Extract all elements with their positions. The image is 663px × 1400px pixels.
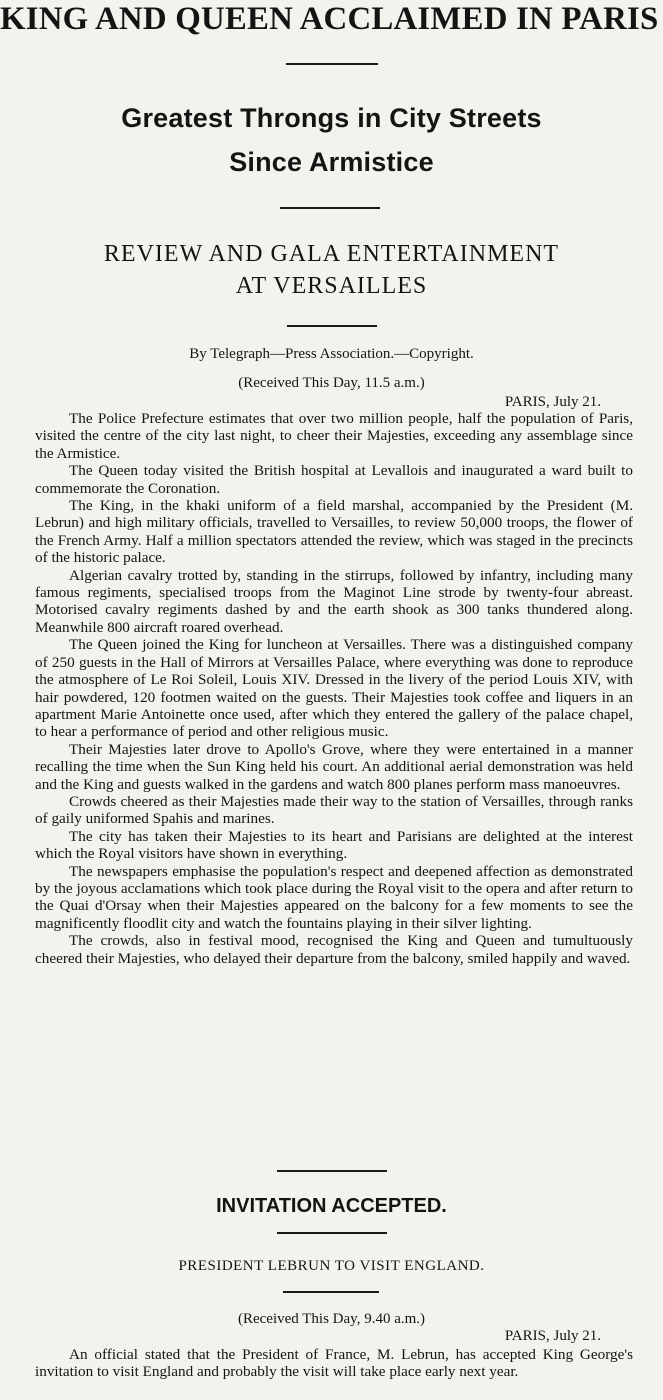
deck-line-1: REVIEW AND GALA ENTERTAINMENT [103, 241, 560, 267]
paragraph: The King, in the khaki uniform of a field marshal, accompanied by the President (M. Lebrun) and high military officials, travelled to Versailles, to review 50,000 troops, the flower of the French Army. Half a million spectators attended the review, which was staged in the precincts of the historic palace. [35, 497, 633, 567]
divider-rule [287, 325, 377, 327]
headline: KING AND QUEEN ACCLAIMED IN PARIS [0, 1, 659, 37]
dateline: PARIS, July 21. [504, 1328, 601, 1344]
divider-rule [283, 1291, 379, 1293]
divider-rule [280, 207, 380, 209]
byline: By Telegraph—Press Association.—Copyright. [189, 346, 474, 362]
subhead-line-2: Since Armistice [229, 147, 434, 177]
section-heading: INVITATION ACCEPTED. [216, 1195, 447, 1217]
paragraph: Crowds cheered as their Majesties made their way to the station of Versailles, through ranks of gaily uniformed Spahis and marines. [35, 792, 633, 828]
divider-rule [277, 1170, 387, 1172]
article-body [35, 410, 633, 967]
paragraph: The newspapers emphasise the population's respect and deepened affection as demonstrated by the joyous acclamations which took place during the Royal visit to the opera and after return to the Quai d'Orsay when their Majesties appeared on the balcony for a few moments to see the magnificently floodlit city and watch the fountains playing in their silver lighting. [35, 862, 633, 932]
paragraph: The Police Prefecture estimates that over two million people, half the population of Paris, visited the centre of the city last night, to cheer their Majesties, exceeding any assemblage since the Armistice. [35, 410, 633, 462]
paragraph: Their Majesties later drove to Apollo's Grove, where they were entertained in a manner recalling the time when the Sun King held his court. An additional aerial demonstration was held and the King and guests walked in the gardens and watch 800 planes perform mass manoeuvres. [35, 740, 633, 793]
paragraph: An official stated that the President of France, M. Lebrun, has accepted King George's invitation to visit England and probably the visit will take place early next year. [35, 1346, 633, 1381]
subhead-line-1: Greatest Throngs in City Streets [121, 103, 542, 133]
received-time: (Received This Day, 9.40 a.m.) [237, 1311, 426, 1327]
received-time: (Received This Day, 11.5 a.m.) [238, 375, 425, 391]
paragraph: The Queen joined the King for luncheon at Versailles. There was a distinguished company of 250 guests in the Hall of Mirrors at Versailles Palace, where everything was done to reproduce the atmosphere of Le Roi Soleil, Louis XIV. Dressed in the livery of the period Louis XIV, with hair powdered, 120 footmen waited on the guests. Their Majesties took coffee and liquers in an apartment Marie Antoinette once used, after which they entered the gallery of the palace chapel, to hear a performance of period and other religious music. [35, 636, 633, 741]
deck-line-2: AT VERSAILLES [235, 273, 428, 299]
dateline: PARIS, July 21. [504, 394, 601, 410]
article-body [35, 1346, 633, 1381]
paragraph: The city has taken their Majesties to its heart and Parisians are delighted at the interest which the Royal visitors have shown in everything. [35, 827, 633, 863]
section-subheading: PRESIDENT LEBRUN TO VISIT ENGLAND. [178, 1258, 485, 1274]
divider-rule [286, 63, 378, 65]
paragraph: Algerian cavalry trotted by, standing in the stirrups, followed by infantry, including many famous regiments, specialised troops from the Maginot Line strode by twenty-four abreast. Motorised cavalry regiments dashed by and the earth shook as 300 tanks thundered along. Meanwhile 800 aircraft roared overhead. [35, 566, 633, 636]
paragraph: The crowds, also in festival mood, recognised the King and Queen and tumultuously cheered their Majesties, who delayed their departure from the balcony, smiled happily and waved. [35, 932, 633, 967]
divider-rule [277, 1232, 387, 1234]
paragraph: The Queen today visited the British hospital at Levallois and inaugurated a ward built to commemorate the Coronation. [35, 462, 633, 497]
